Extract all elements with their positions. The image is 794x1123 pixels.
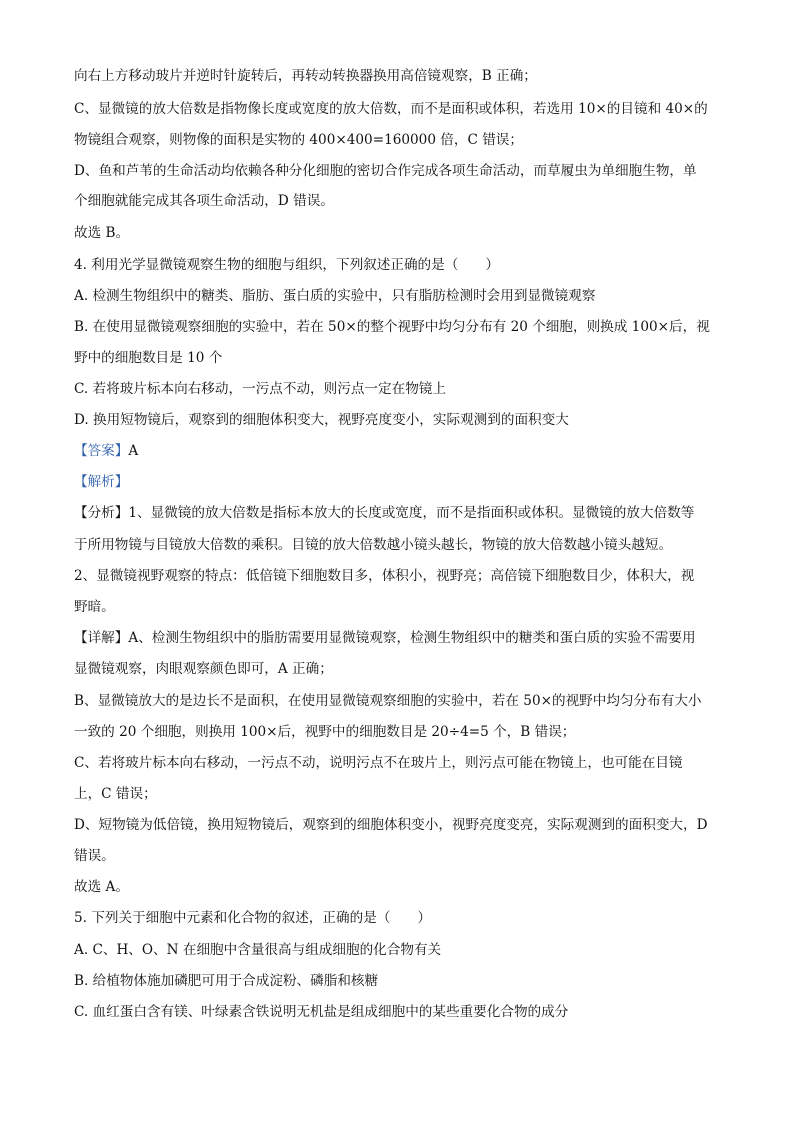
option-c: C. 若将玻片标本向右移动，一污点不动，则污点一定在物镜上 [74,381,446,397]
text-line: 显微镜观察，肉眼观察颜色即可，A 正确； [74,661,333,677]
option-a: A. C、H、O、N 在细胞中含量很高与组成细胞的化合物有关 [74,942,442,958]
text-line: C、若将玻片标本向右移动，一污点不动，说明污点不在玻片上，则污点可能在物镜上，也可能在目镜 [74,755,683,771]
answer-line [74,441,724,461]
text-line: 个细胞就能完成其各项生命活动，D 错误。 [74,193,334,209]
answer-tag: 【答案】 [74,443,129,459]
text-line: 2、显微镜视野观察的特点：低倍镜下细胞数目多，体积小，视野亮；高倍镜下细胞数目少，体积大，视 [74,568,695,584]
text-line: 故选 B。 [74,225,130,241]
option-d: D. 换用短物镜后，观察到的细胞体积变大，视野亮度变小，实际观测到的面积变大 [74,412,569,428]
option-c: C. 血红蛋白含有镁、叶绿素含铁说明无机盐是组成细胞中的某些重要化合物的成分 [74,1004,569,1020]
question-5-stem: 5. 下列关于细胞中元素和化合物的叙述，正确的是（ ） [74,910,432,926]
text-line: 野暗。 [74,599,115,615]
text-line: 【分析】1、显微镜的放大倍数是指标本放大的长度或宽度，而不是指面积或体积。显微镜的放大倍数等 [74,505,695,521]
answer-value: A [128,443,139,459]
option-b: B. 在使用显微镜观察细胞的实验中，若在 50×的整个视野中均匀分布有 20 个细胞，则换成 100×后，视 [74,319,710,335]
option-b: B. 给植物体施加磷肥可用于合成淀粉、磷脂和核糖 [74,973,379,989]
text-line: 上，C 错误； [74,786,157,802]
text-line: B、显微镜放大的是边长不是面积，在使用显微镜观察细胞的实验中，若在 50×的视野中均匀分布有大小 [74,693,702,709]
text-line: 【详解】A、检测生物组织中的脂肪需要用显微镜观察，检测生物组织中的糖类和蛋白质的实验不需要用 [74,630,696,646]
text-line: 向右上方移动玻片并逆时针旋转后，再转动转换器换用高倍镜观察，B 正确； [74,68,537,84]
text-line: C、显微镜的放大倍数是指物像长度或宽度的放大倍数，而不是面积或体积，若选用 10×的目镜和 40×的 [74,101,708,117]
analysis-tag: 【解析】 [74,474,129,490]
analysis-line [74,472,724,492]
text-line: 于所用物镜与目镜放大倍数的乘积。目镜的放大倍数越小镜头越长，物镜的放大倍数越小镜头越短。 [74,537,673,553]
text-line: D、短物镜为低倍镜，换用短物镜后，观察到的细胞体积变小，视野亮度变亮，实际观测到的面积变大，D [74,817,708,833]
text-line: 错误。 [74,848,115,864]
question-4-stem: 4. 利用光学显微镜观察生物的细胞与组织，下列叙述正确的是（ ） [74,257,500,273]
text-line: 故选 A。 [74,879,129,895]
text-line: 一致的 20 个细胞，则换用 100×后，视野中的细胞数目是 20÷4=5 个，B 错误； [74,724,576,740]
text-line: 物镜组合观察，则物像的面积是实物的 400×400=160000 倍，C 错误； [74,132,523,148]
option-a: A. 检测生物组织中的糖类、脂肪、蛋白质的实验中，只有脂肪检测时会用到显微镜观察 [74,288,596,304]
text-line: 野中的细胞数目是 10 个 [74,350,223,366]
text-line: D、鱼和芦苇的生命活动均依赖各种分化细胞的密切合作完成各项生命活动，而草履虫为单细胞生物，单 [74,163,697,179]
